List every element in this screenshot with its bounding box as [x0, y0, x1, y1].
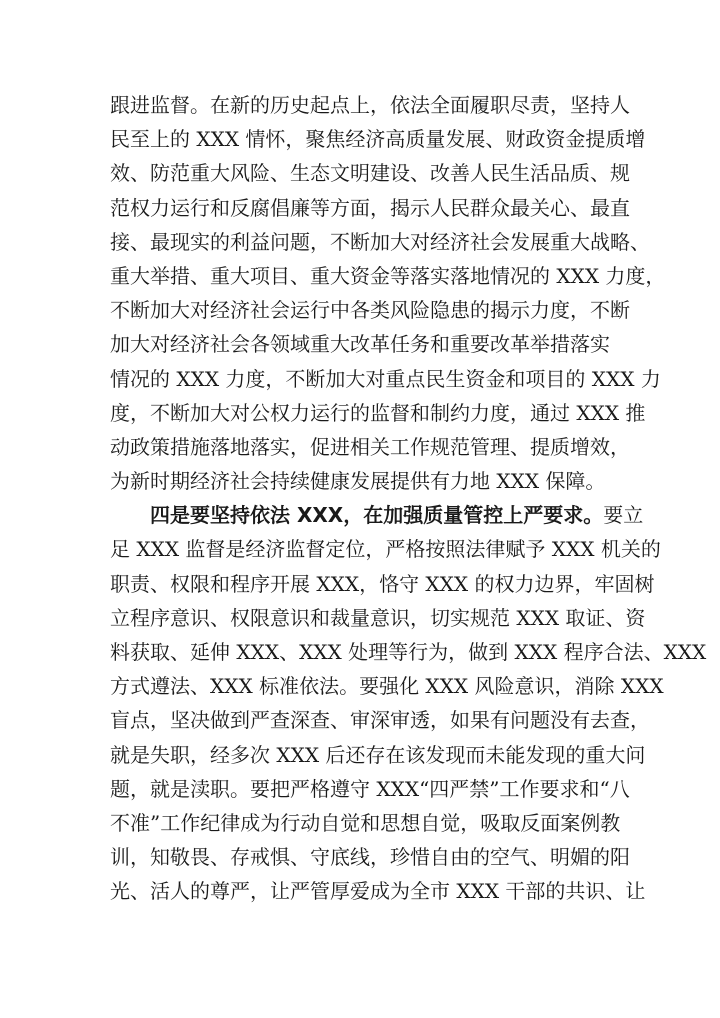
- paragraph-1-line: 接、最现实的利益问题，不断加大对经济社会发展重大战略、: [110, 229, 650, 254]
- paragraph-2-line: 立程序意识、权限意识和裁量意识，切实规范 XXX 取证、资: [110, 605, 646, 630]
- paragraph-1-line: 重大举措、重大项目、重大资金等落实落地情况的 XXX 力度，: [110, 263, 666, 288]
- paragraph-2-line: 题，就是渎职。要把严格遵守 XXX“四严禁”工作要求和“八: [110, 776, 630, 801]
- paragraph-1-line: 情况的 XXX 力度，不断加大对重点民生资金和项目的 XXX 力: [110, 366, 661, 391]
- paragraph-2-line: 不准”工作纪律成为行动自觉和思想自觉，吸取反面案例教: [110, 810, 621, 835]
- paragraph-2-line: 料获取、延伸 XXX、XXX 处理等行为，做到 XXX 程序合法、XXX: [110, 640, 707, 664]
- document-body: [110, 88, 707, 909]
- paragraph-2-first-line-rest: 要立: [603, 503, 644, 528]
- paragraph-2-first-line: [110, 498, 644, 532]
- paragraph-2-line: 就是失职，经多次 XXX 后还存在该发现而未能发现的重大问: [110, 742, 646, 767]
- section-heading: 四是要坚持依法 XXX，在加强质量管控上严要求。: [150, 503, 604, 528]
- paragraph-1-line: 加大对经济社会各领域重大改革任务和重要改革举措落实: [110, 332, 610, 357]
- paragraph-2-line: 足 XXX 监督是经济监督定位，严格按照法律赋予 XXX 机关的: [110, 537, 661, 562]
- paragraph-1-line: 民至上的 XXX 情怀，聚焦经济高质量发展、财政资金提质增: [110, 127, 646, 152]
- paragraph-1-line: 跟进监督。在新的历史起点上，依法全面履职尽责，坚持人: [110, 93, 630, 117]
- paragraph-1-line: 范权力运行和反腐倡廉等方面，揭示人民群众最关心、最直: [110, 195, 630, 220]
- paragraph-2-line: 方式遵法、XXX 标准依法。要强化 XXX 风险意识，消除 XXX: [110, 674, 664, 699]
- paragraph-1-line: 效、防范重大风险、生态文明建设、改善人民生活品质、规: [110, 161, 630, 186]
- paragraph-2-line: 盲点，坚决做到严查深查、审深审透，如果有问题没有去查，: [110, 708, 650, 733]
- paragraph-1-line: 动政策措施落地落实，促进相关工作规范管理、提质增效，: [110, 434, 630, 459]
- paragraph-1-line: 度，不断加大对公权力运行的监督和制约力度，通过 XXX 推: [110, 400, 646, 425]
- paragraph-1-line: 为新时期经济社会持续健康发展提供有力地 XXX 保障。: [110, 469, 606, 494]
- paragraph-1-line: 不断加大对经济社会运行中各类风险隐患的揭示力度，不断: [110, 298, 630, 323]
- paragraph-2-line: 光、活人的尊严，让严管厚爱成为全市 XXX 干部的共识、让: [110, 879, 646, 904]
- paragraph-2-line: 职责、权限和程序开展 XXX，恪守 XXX 的权力边界，牢固树: [110, 571, 655, 596]
- paragraph-2-line: 训，知敬畏、存戒惧、守底线，珍惜自由的空气、明媚的阳: [110, 845, 630, 870]
